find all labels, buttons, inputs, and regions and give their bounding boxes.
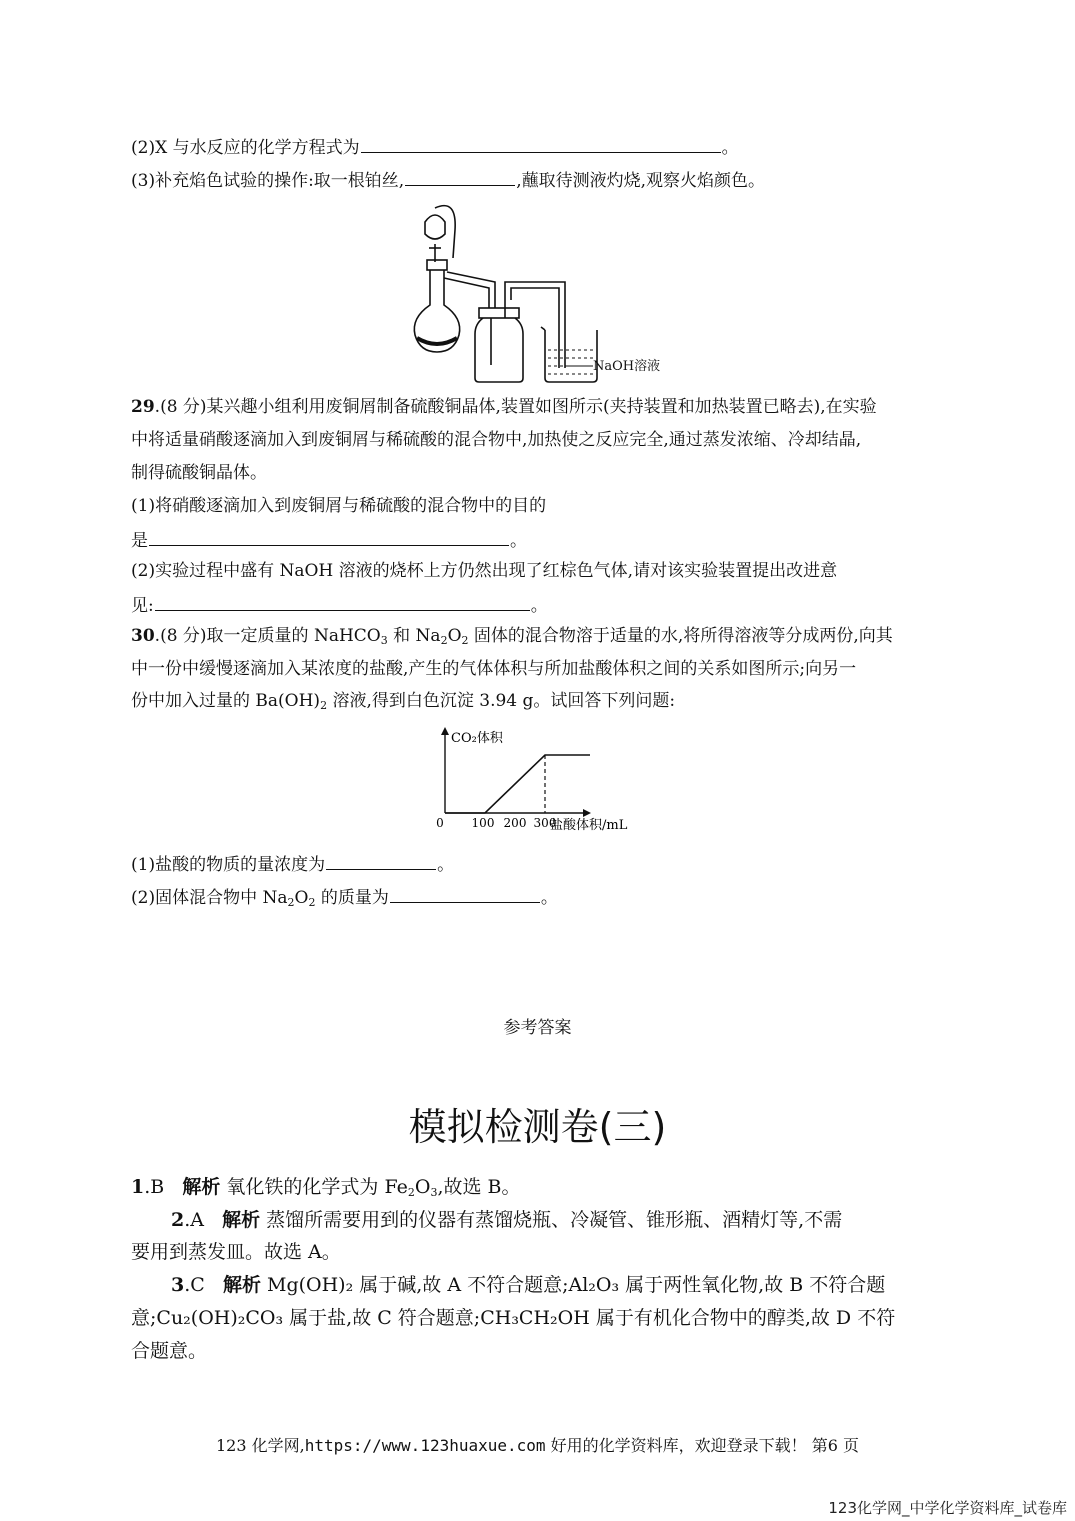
q30-line1: 30.(8 分)取一定质量的 NaHCO$_3$ 和 $Na_2O_2$ 固体的混合物溶于适量的水,将所得溶液等分成两份,向其: [131, 626, 893, 647]
answer-3-line1: 3.C 解析 Mg(OH)₂ 属于碱,故 A 不符合题意;Al₂O₃ 属于两性氧化物,故 B 不符合题: [171, 1274, 886, 1296]
q30-line2: 中一份中缓慢逐滴加入某浓度的盐酸,产生的气体体积与所加盐酸体积之间的关系如图所示;向另一: [131, 659, 857, 679]
question-number: 29: [131, 397, 155, 417]
q29-part1-line1: (1)将硝酸逐滴加入到废铜屑与稀硫酸的混合物中的目的: [131, 496, 547, 516]
naoh-label: NaOH溶液: [593, 359, 661, 374]
site-link[interactable]: https://www.123huaxue.com: [304, 1436, 546, 1455]
x-tick-label: 300: [533, 816, 557, 830]
y-axis-arrow: [441, 727, 449, 735]
q30-part2: (2)固体混合物中 $Na_2O_2$ 的质量为 。: [131, 884, 558, 910]
answer-blank[interactable]: [326, 851, 436, 870]
answer-blank[interactable]: [405, 167, 515, 186]
answer-3-line2: 意;Cu₂(OH)₂CO₃ 属于盐,故 C 符合题意;CH₃CH₂OH 属于有机化合物中的醇类,故 D 不符: [131, 1307, 896, 1329]
q28-part2: (2)X 与水反应的化学方程式为 。: [131, 134, 739, 160]
origin-label: 0: [436, 816, 444, 830]
co2-series-line: [445, 755, 590, 813]
answer-blank[interactable]: [390, 884, 540, 903]
question-number: 30: [131, 626, 155, 646]
q29-part2-line1: (2)实验过程中盛有 NaOH 溶液的烧杯上方仍然出现了红棕色气体,请对该实验装置提出改进意: [131, 561, 838, 581]
co2-volume-chart: [425, 725, 655, 840]
answers-heading: 参考答案: [503, 1018, 572, 1038]
q29-part2-line2: 见: 。: [131, 592, 548, 618]
q28-part2-text: (2)X 与水反应的化学方程式为: [131, 138, 360, 158]
x-tick-label: 100: [471, 816, 495, 830]
page-footer: 123 化学网,https://www.123huaxue.com 好用的化学资料库，欢迎登录下载！ 第6 页: [216, 1436, 859, 1455]
corner-watermark-label: 123化学网_中学化学资料库_试卷库: [828, 1499, 1067, 1517]
x-tick-label: 200: [503, 816, 527, 830]
q29-line2: 中将适量硝酸逐滴加入到废铜屑与稀硫酸的混合物中,加热使之反应完全,通过蒸发浓缩、冷却结晶,: [131, 430, 862, 450]
y-axis-label: CO₂体积: [451, 731, 503, 746]
x-axis-arrow: [583, 809, 591, 817]
x-axis-label: 盐酸体积/mL: [550, 818, 628, 833]
answer-1: 1.B 解析 氧化铁的化学式为 $Fe_2O_3$,故选 B。: [131, 1176, 521, 1199]
answer-2-line1: 2.A 解析 蒸馏所需要用到的仪器有蒸馏烧瓶、冷凝管、锥形瓶、酒精灯等,不需: [171, 1209, 843, 1231]
q28-part3-text: (3)补充焰色试验的操作:取一根铂丝,: [131, 171, 405, 191]
answer-blank[interactable]: [155, 592, 530, 611]
q28-part3: (3)补充焰色试验的操作:取一根铂丝, ,蘸取待测液灼烧,观察火焰颜色。: [131, 167, 765, 193]
answer-3-line3: 合题意。: [131, 1340, 208, 1362]
answer-2-line2: 要用到蒸发皿。故选 A。: [131, 1241, 341, 1263]
exam-title: 模拟检测卷(三): [408, 1105, 667, 1149]
q29-part1-line2: 是 。: [131, 527, 527, 553]
q29-line1: 29.(8 分)某兴趣小组利用废铜屑制备硫酸铜晶体,装置如图所示(夹持装置和加热装置已略去),在实验: [131, 397, 877, 417]
q30-part1: (1)盐酸的物质的量浓度为 。: [131, 851, 454, 877]
q30-line3: 份中加入过量的 $Ba(OH)_2$ 溶液,得到白色沉淀 3.94 g。试回答下列问题:: [131, 691, 676, 712]
answer-blank[interactable]: [149, 527, 509, 546]
answer-blank[interactable]: [361, 134, 721, 153]
q29-line3: 制得硫酸铜晶体。: [131, 463, 267, 483]
